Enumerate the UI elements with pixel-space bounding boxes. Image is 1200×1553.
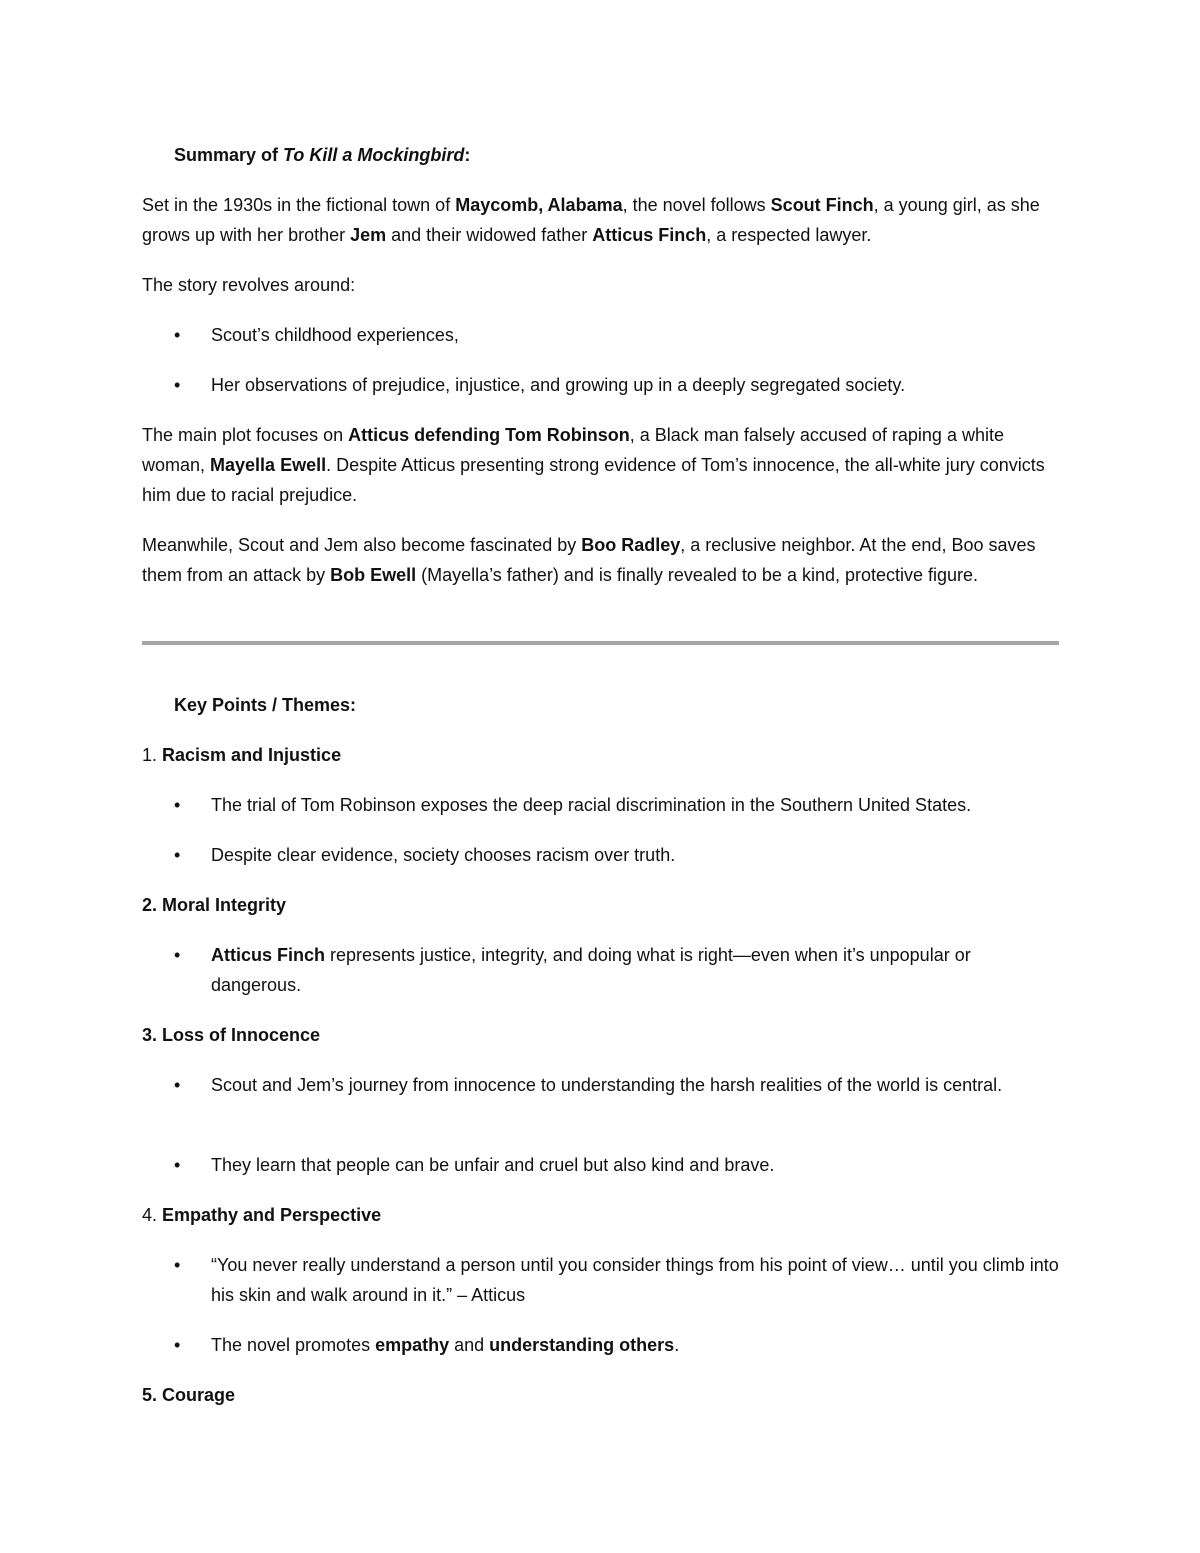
theme-heading-3: 3. Loss of Innocence (142, 1025, 321, 1045)
intro-paragraph: Set in the 1930s in the fictional town of Maycomb, Alabama, the novel follows Scout Finch, a young girl, as she grows up with her brother Jem and their widowed father Atticus Finch, a respected lawyer. (142, 195, 1040, 245)
list-item: They learn that people can be unfair and cruel but also kind and brave. (211, 1155, 775, 1175)
bullet-icon: • (174, 1335, 181, 1355)
quote-item: “You never really understand a person until you consider things from his point of view… until you climb into his skin and walk around in it.” – Atticus (211, 1255, 1059, 1305)
horizontal-divider (142, 641, 1059, 645)
bullet-icon: • (174, 945, 181, 965)
theme-heading-5: 5. Courage (142, 1385, 236, 1405)
list-item: Scout and Jem’s journey from innocence to understanding the harsh realities of the world is central. (211, 1075, 1003, 1095)
bullet-icon: • (174, 325, 181, 345)
list-item: The trial of Tom Robinson exposes the deep racial discrimination in the Southern United States. (211, 795, 972, 815)
theme-heading-2: 2. Moral Integrity (142, 895, 287, 915)
list-item: The novel promotes empathy and understanding others. (211, 1335, 680, 1355)
theme-heading-4: 4. Empathy and Perspective (142, 1205, 382, 1225)
bullet-icon: • (174, 1155, 181, 1175)
list-item: Despite clear evidence, society chooses racism over truth. (211, 845, 676, 865)
revolves-text: The story revolves around: (142, 275, 356, 295)
plot-paragraph: The main plot focuses on Atticus defending Tom Robinson, a Black man falsely accused of raping a white woman, Mayella Ewell. Despite Atticus presenting strong evidence of Tom’s innocence, the all-white jury convicts him due to racial prejudice. (142, 425, 1045, 505)
bullet-icon: • (174, 1255, 181, 1275)
boo-paragraph: Meanwhile, Scout and Jem also become fascinated by Boo Radley, a reclusive neighbor. At the end, Boo saves them from an attack by Bob Ewell (Mayella’s father) and is finally revealed to be a kind, protective figure. (142, 535, 1036, 585)
theme-heading-1: 1. Racism and Injustice (142, 745, 342, 765)
bullet-icon: • (174, 845, 181, 865)
list-item: Her observations of prejudice, injustice, and growing up in a deeply segregated society. (211, 375, 906, 395)
bullet-icon: • (174, 795, 181, 815)
key-points-heading: Key Points / Themes: (174, 695, 357, 715)
list-item: Atticus Finch represents justice, integrity, and doing what is right—even when it’s unpopular or dangerous. (211, 945, 971, 995)
bullet-icon: • (174, 1075, 181, 1095)
list-item: Scout’s childhood experiences, (211, 325, 459, 345)
bullet-icon: • (174, 375, 181, 395)
summary-heading: Summary of To Kill a Mockingbird: (174, 145, 471, 165)
